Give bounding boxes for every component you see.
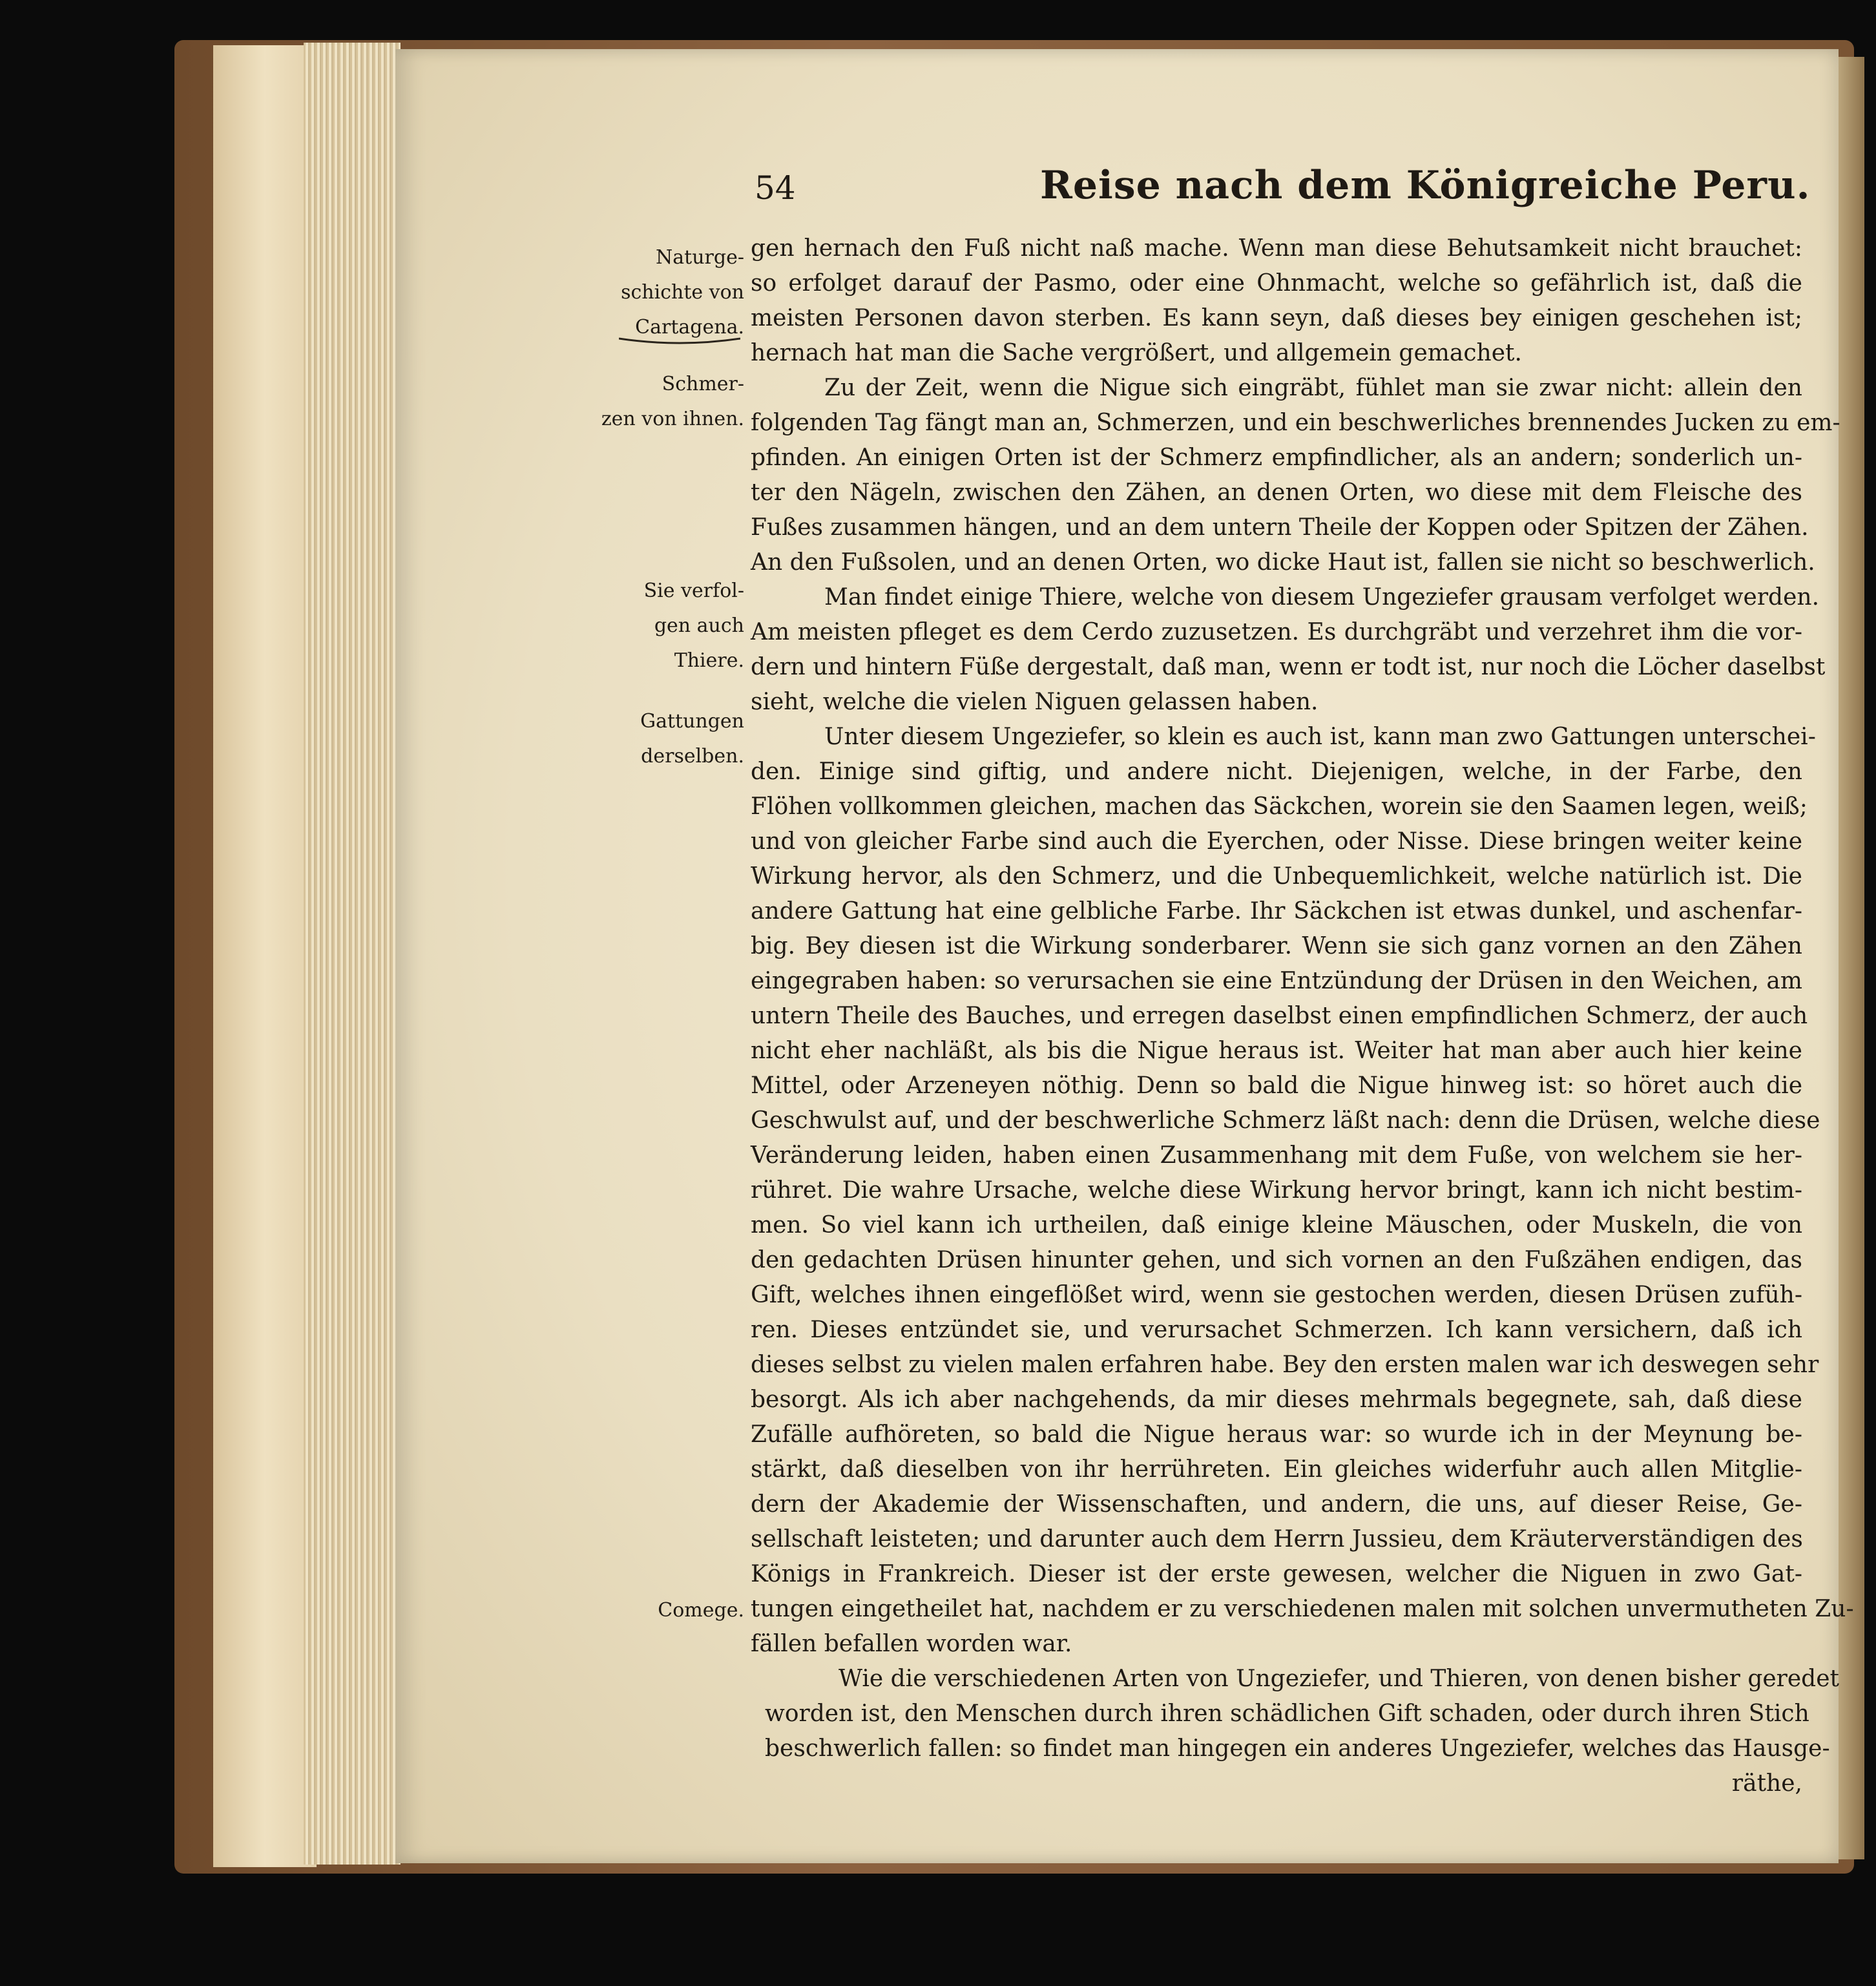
- text-line: rühret. Die wahre Ursache, welche diese Wirkung hervor bringt, kann ich nicht bestim-: [751, 1177, 1802, 1204]
- text-line: so erfolget darauf der Pasmo, oder eine Ohnmacht, welche so gefährlich ist, daß die: [751, 270, 1802, 297]
- text-line: und von gleicher Farbe sind auch die Eyerchen, oder Nisse. Diese bringen weiter keine: [751, 828, 1802, 855]
- text-line: Gift, welches ihnen eingeflößet wird, wenn sie gestochen werden, diesen Drüsen zufüh-: [751, 1282, 1802, 1308]
- text-line: tungen eingetheilet hat, nachdem er zu verschiedenen malen mit solchen unvermutheten Zu-: [751, 1596, 1854, 1622]
- text-line: worden ist, den Menschen durch ihren schädlichen Gift schaden, oder durch ihren Stich: [765, 1700, 1809, 1727]
- text-line: An den Fußsolen, und an denen Orten, wo dicke Haut ist, fallen sie nicht so beschwerlich.: [751, 549, 1815, 576]
- text-line: Wirkung hervor, als den Schmerz, und die Unbequemlichkeit, welche natürlich ist. Die: [751, 863, 1802, 890]
- margin-note-comege: Comege.: [658, 1599, 744, 1622]
- text-line: ren. Dieses entzündet sie, und verursachet Schmerzen. Ich kann versichern, daß ich: [751, 1317, 1802, 1343]
- text-line: Mittel, oder Arzeneyen nöthig. Denn so bald die Nigue hinweg ist: so höret auch die: [751, 1072, 1802, 1099]
- text-line: ter den Nägeln, zwischen den Zähen, an denen Orten, wo diese mit dem Fleische des: [751, 479, 1802, 506]
- text-line: den. Einige sind giftig, und andere nicht. Diejenigen, welche, in der Farbe, den: [751, 758, 1802, 785]
- text-line: nicht eher nachläßt, als bis die Nigue heraus ist. Weiter hat man aber auch hier keine: [751, 1038, 1802, 1064]
- text-line: pfinden. An einigen Orten ist der Schmerz empfindlicher, als an andern; sonderlich un-: [751, 444, 1802, 471]
- text-line: Königs in Frankreich. Dieser ist der erste gewesen, welcher die Niguen in zwo Gat-: [751, 1561, 1802, 1587]
- margin-note-schmerzen: Schmer- zen von ihnen.: [601, 373, 744, 430]
- text-line: gen hernach den Fuß nicht naß mache. Wenn man diese Behutsamkeit nicht brauchet:: [751, 235, 1802, 262]
- text-line: Geschwulst auf, und der beschwerliche Schmerz läßt nach: denn die Drüsen, welche diese: [751, 1107, 1820, 1134]
- text-line: sellschaft leisteten; und darunter auch dem Herrn Jussieu, dem Kräuterverständigen des: [751, 1526, 1803, 1552]
- text-line: Wie die verschiedenen Arten von Ungeziefer, und Thieren, von denen bisher geredet: [839, 1666, 1840, 1692]
- text-line: Veränderung leiden, haben einen Zusammenhang mit dem Fuße, von welchem sie her-: [751, 1142, 1802, 1169]
- text-line: den gedachten Drüsen hinunter gehen, und sich vornen an den Fußzähen endigen, das: [751, 1247, 1802, 1273]
- text-line: andere Gattung hat eine gelbliche Farbe. Ihr Säckchen ist etwas dunkel, und aschenfar-: [751, 898, 1802, 925]
- text-line: meisten Personen davon sterben. Es kann seyn, daß dieses bey einigen geschehen ist;: [751, 305, 1802, 331]
- text-line: men. So viel kann ich urtheilen, daß einige kleine Mäuschen, oder Muskeln, die von: [751, 1212, 1802, 1239]
- text-line: Unter diesem Ungeziefer, so klein es auch ist, kann man zwo Gattungen unterschei-: [824, 724, 1816, 750]
- text-line: big. Bey diesen ist die Wirkung sonderbarer. Wenn sie sich ganz vornen an den Zähen: [751, 933, 1802, 959]
- text-line: dern der Akademie der Wissenschaften, und andern, die uns, auf dieser Reise, Ge-: [751, 1491, 1802, 1518]
- text-line: Fußes zusammen hängen, und an dem untern Theile der Koppen oder Spitzen der Zähen.: [751, 514, 1809, 541]
- text-line: Zufälle aufhöreten, so bald die Nigue heraus war: so wurde ich in der Meynung be-: [751, 1421, 1802, 1448]
- text-line: untern Theile des Bauches, und erregen daselbst einen empfindlichen Schmerz, der auch: [751, 1003, 1808, 1029]
- text-line: Man findet einige Thiere, welche von diesem Ungeziefer grausam verfolget werden.: [824, 584, 1820, 611]
- page-number: 54: [755, 169, 796, 207]
- text-line: fällen befallen worden war.: [751, 1631, 1072, 1657]
- running-head: Reise nach dem Königreiche Peru.: [1040, 163, 1811, 208]
- text-line: dern und hintern Füße dergestalt, daß man, wenn er todt ist, nur noch die Löcher daselbst: [751, 654, 1826, 680]
- text-line: besorgt. Als ich aber nachgehends, da mir dieses mehrmals begegnete, sah, daß diese: [751, 1386, 1802, 1413]
- text-line: Am meisten pfleget es dem Cerdo zuzusetzen. Es durchgräbt und verzehret ihm die vor-: [751, 619, 1802, 645]
- catchword: räthe,: [1731, 1770, 1802, 1797]
- text-line: sieht, welche die vielen Niguen gelassen haben.: [751, 689, 1318, 715]
- margin-note-rule: [619, 336, 740, 348]
- text-line: dieses selbst zu vielen malen erfahren habe. Bey den ersten malen war ich deswegen sehr: [751, 1352, 1819, 1378]
- text-line: stärkt, daß dieselben von ihr herrühreten. Ein gleiches widerfuhr auch allen Mitglie-: [751, 1456, 1802, 1483]
- text-line: beschwerlich fallen: so findet man hingegen ein anderes Ungeziefer, welches das Hausge-: [765, 1735, 1830, 1762]
- margin-note-naturgeschichte: Naturge- schichte von Cartagena.: [621, 246, 744, 339]
- text-line: folgenden Tag fängt man an, Schmerzen, und ein beschwerliches brennendes Jucken zu em-: [751, 410, 1840, 436]
- text-line: hernach hat man die Sache vergrößert, und allgemein gemachet.: [751, 340, 1522, 366]
- text-line: eingegraben haben: so verursachen sie eine Entzündung der Drüsen in den Weichen, am: [751, 968, 1802, 994]
- text-line: Flöhen vollkommen gleichen, machen das Säckchen, worein sie den Saamen legen, weiß;: [751, 793, 1808, 820]
- text-line: Zu der Zeit, wenn die Nigue sich eingräbt, fühlet man sie zwar nicht: allein den: [824, 375, 1802, 401]
- margin-note-thiere: Sie verfol- gen auch Thiere.: [643, 580, 744, 672]
- margin-note-gattungen: Gattungen derselben.: [640, 710, 744, 768]
